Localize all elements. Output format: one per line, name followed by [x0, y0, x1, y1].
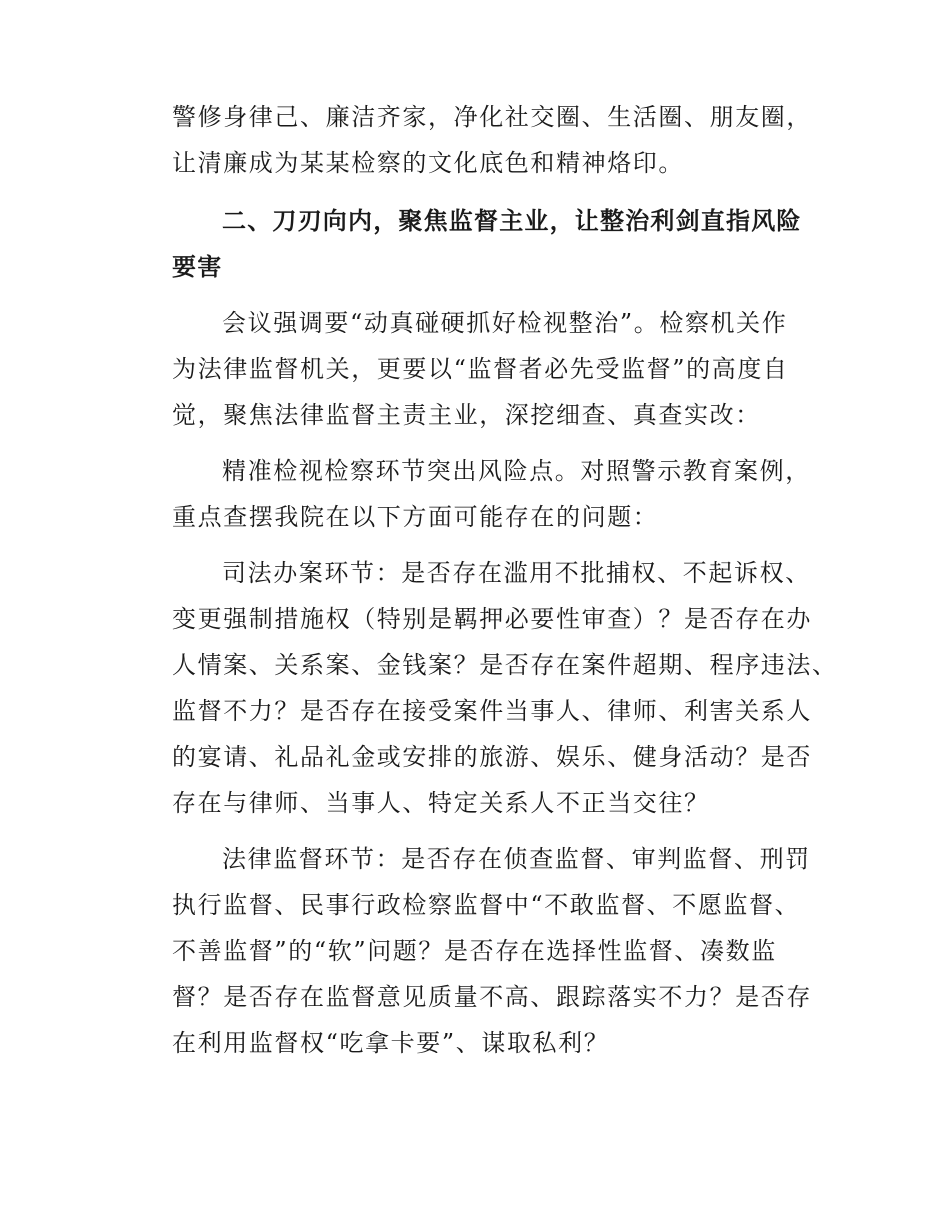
text-line: 警修身律己、廉洁齐家，净化社交圈、生活圈、朋友圈， — [172, 103, 812, 131]
paragraph-judicial-case-handling — [172, 550, 838, 826]
text-line: 法律监督环节：是否存在侦查监督、审判监督、刑罚 — [222, 845, 811, 873]
text-line: 让清廉成为某某检察的文化底色和精神烙印。 — [172, 149, 684, 177]
text-line: 司法办案环节：是否存在滥用不批捕权、不起诉权、 — [222, 559, 811, 587]
document-page — [172, 94, 838, 1066]
text-line: 变更强制措施权（特别是羁押必要性审查）？是否存在办 — [172, 605, 812, 633]
text-line: 重点查摆我院在以下方面可能存在的问题： — [172, 503, 659, 531]
paragraph-legal-supervision — [172, 836, 812, 1066]
text-line: 会议强调要“动真碰硬抓好检视整治”。检察机关作 — [222, 309, 788, 337]
text-line: 监督不力？是否存在接受案件当事人、律师、利害关系人 — [172, 697, 812, 725]
text-line: 觉，聚焦法律监督主责主业，深挖细查、真查实改： — [172, 401, 761, 429]
paragraph-meeting-emphasis — [172, 300, 812, 438]
text-line: 督？是否存在监督意见质量不高、跟踪落实不力？是否存 — [172, 983, 812, 1011]
heading-line: 二、刀刃向内，聚焦监督主业，让整治利剑直指风险 — [222, 207, 802, 235]
section-heading — [172, 198, 812, 290]
text-line: 不善监督”的“软”问题？是否存在选择性监督、凑数监 — [172, 937, 777, 965]
paragraph-risk-points — [172, 448, 812, 540]
text-line: 在利用监督权“吃拿卡要”、谋取私利？ — [172, 1029, 610, 1057]
text-line: 执行监督、民事行政检察监督中“不敢监督、不愿监督、 — [172, 891, 801, 919]
text-line: 存在与律师、当事人、特定关系人不正当交往？ — [172, 789, 710, 817]
continuation-paragraph — [172, 94, 812, 186]
heading-line: 要害 — [172, 253, 223, 281]
text-line: 精准检视检察环节突出风险点。对照警示教育案例， — [222, 457, 811, 485]
text-line: 人情案、关系案、金钱案？是否存在案件超期、程序违法、 — [172, 651, 838, 679]
text-line: 的宴请、礼品礼金或安排的旅游、娱乐、健身活动？是否 — [172, 743, 812, 771]
text-line: 为法律监督机关，更要以“监督者必先受监督”的高度自 — [172, 355, 789, 383]
